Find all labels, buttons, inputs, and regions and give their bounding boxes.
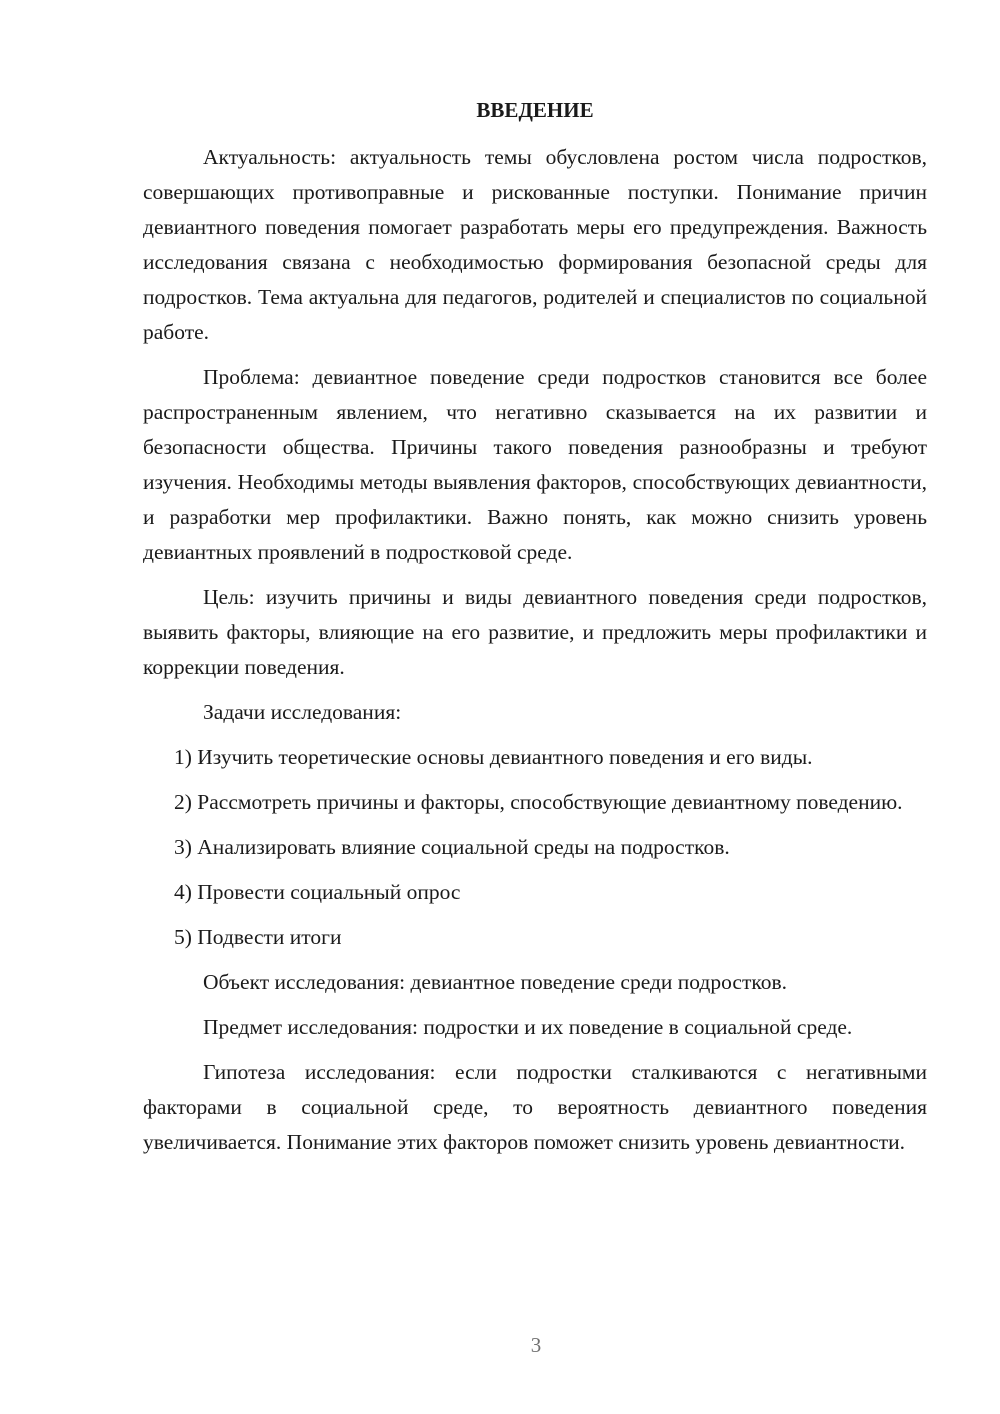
problem-paragraph: Проблема: девиантное поведение среди подростков становится все более распространенным явлением, что негативно сказывается на их развитии и безопасности общества. Причины такого поведения разнообразны и требуют изучения. Необходимы методы выявления факторов, способствующих девиантности, и разработки мер профилактики. Важно понять, как можно снизить уровень девиантных проявлений в подростковой среде. [143, 365, 927, 564]
tasks-heading: Задачи исследования: [203, 700, 402, 724]
page-number: 3 [530, 1333, 542, 1357]
task-item: 5) Подвести итоги [174, 925, 342, 949]
task-item: 4) Провести социальный опрос [174, 880, 461, 904]
document-page [143, 95, 927, 1170]
task-item: 1) Изучить теоретические основы девиантного поведения и его виды. [174, 745, 813, 769]
relevance-paragraph: Актуальность: актуальность темы обусловлена ростом числа подростков, совершающих противоправные и рискованные поступки. Понимание причин девиантного поведения помогает разработать меры его предупреждения. Важность исследования связана с необходимостью формирования безопасной среды для подростков. Тема актуальна для педагогов, родителей и специалистов по социальной работе. [143, 145, 927, 344]
task-item: 2) Рассмотреть причины и факторы, способствующие девиантному поведению. [174, 790, 903, 814]
object-paragraph: Объект исследования: девиантное поведение среди подростков. [203, 970, 787, 994]
hypothesis-paragraph: Гипотеза исследования: если подростки сталкиваются с негативными факторами в социальной среде, то вероятность девиантного поведения увеличивается. Понимание этих факторов поможет снизить уровень девиантности. [143, 1060, 927, 1154]
goal-paragraph: Цель: изучить причины и виды девиантного поведения среди подростков, выявить факторы, влияющие на его развитие, и предложить меры профилактики и коррекции поведения. [143, 585, 927, 679]
subject-paragraph: Предмет исследования: подростки и их поведение в социальной среде. [203, 1015, 853, 1039]
section-heading: ВВЕДЕНИЕ [476, 98, 594, 122]
task-item: 3) Анализировать влияние социальной среды на подростков. [174, 835, 730, 859]
